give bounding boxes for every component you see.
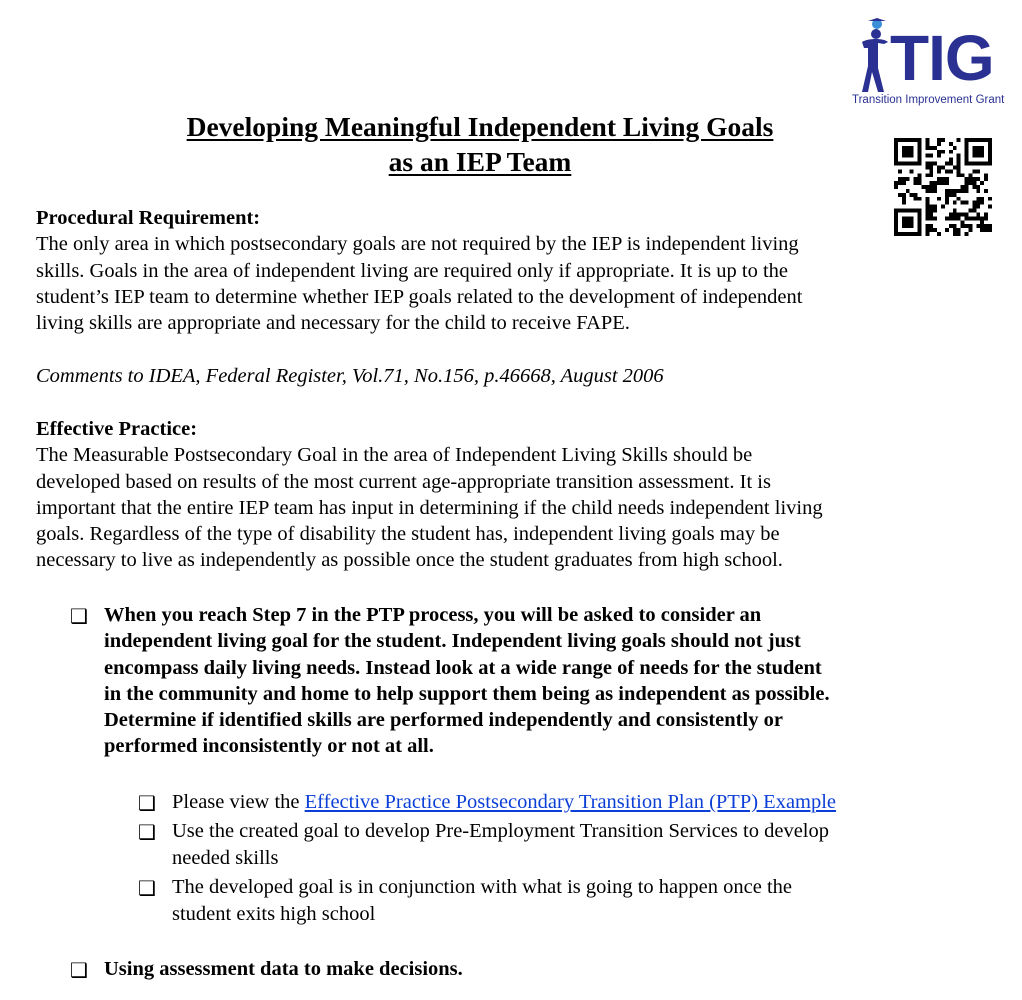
qr-module bbox=[961, 201, 965, 205]
qr-module bbox=[925, 201, 929, 205]
qr-module bbox=[972, 169, 976, 173]
qr-module bbox=[953, 216, 957, 220]
qr-module bbox=[921, 185, 925, 189]
qr-module bbox=[914, 193, 918, 197]
qr-module bbox=[980, 197, 984, 201]
qr-module bbox=[965, 232, 969, 236]
qr-module bbox=[961, 224, 965, 228]
qr-module bbox=[984, 216, 988, 220]
qr-module bbox=[957, 197, 961, 201]
page-title-line-1: Developing Meaningful Independent Living Goals bbox=[186, 111, 774, 142]
qr-module bbox=[953, 228, 957, 232]
qr-module bbox=[945, 201, 949, 205]
qr-module bbox=[968, 177, 972, 181]
qr-module bbox=[976, 169, 980, 173]
qr-module bbox=[988, 224, 992, 228]
qr-module bbox=[933, 205, 937, 209]
qr-module bbox=[925, 197, 929, 201]
qr-module bbox=[988, 146, 992, 150]
checklist-item-assessment: Using assessment data to make decisions. bbox=[104, 958, 463, 980]
qr-module bbox=[949, 212, 953, 216]
qr-module bbox=[976, 212, 980, 216]
qr-module bbox=[984, 189, 988, 193]
qr-module bbox=[918, 224, 922, 228]
qr-module bbox=[988, 138, 992, 142]
tig-logo bbox=[850, 18, 1022, 110]
qr-module bbox=[953, 212, 957, 216]
qr-module bbox=[980, 146, 984, 150]
qr-module bbox=[933, 228, 937, 232]
qr-module bbox=[953, 189, 957, 193]
qr-module bbox=[918, 216, 922, 220]
qr-module bbox=[961, 220, 965, 224]
qr-module bbox=[925, 189, 929, 193]
qr-module bbox=[972, 150, 976, 154]
qr-module bbox=[957, 232, 961, 236]
qr-module bbox=[933, 185, 937, 189]
qr-module bbox=[961, 173, 965, 177]
qr-module bbox=[929, 228, 933, 232]
qr-module bbox=[988, 205, 992, 209]
qr-module bbox=[961, 212, 965, 216]
qr-module bbox=[933, 209, 937, 213]
qr-module bbox=[965, 201, 969, 205]
qr-module bbox=[988, 158, 992, 162]
qr-module bbox=[968, 224, 972, 228]
qr-module bbox=[945, 181, 949, 185]
checklist-line: Determine if identified skills are performed independently and consistently or bbox=[104, 709, 783, 732]
qr-module bbox=[965, 158, 969, 162]
qr-module bbox=[957, 216, 961, 220]
qr-module bbox=[980, 154, 984, 158]
qr-module bbox=[918, 181, 922, 185]
effective-line: important that the entire IEP team has input in determining if the child needs independent living bbox=[36, 496, 823, 519]
qr-module bbox=[965, 181, 969, 185]
qr-module bbox=[972, 181, 976, 185]
qr-module bbox=[957, 228, 961, 232]
qr-module bbox=[949, 193, 953, 197]
qr-module bbox=[976, 189, 980, 193]
qr-module bbox=[925, 205, 929, 209]
qr-module bbox=[968, 162, 972, 166]
qr-module bbox=[929, 209, 933, 213]
qr-module bbox=[965, 162, 969, 166]
qr-module bbox=[925, 212, 929, 216]
qr-module bbox=[945, 228, 949, 232]
qr-module bbox=[976, 216, 980, 220]
qr-module bbox=[925, 228, 929, 232]
qr-module bbox=[941, 181, 945, 185]
qr-module bbox=[988, 162, 992, 166]
sub-item-conjunction bbox=[172, 874, 792, 927]
qr-module bbox=[925, 209, 929, 213]
qr-module bbox=[968, 181, 972, 185]
idea-citation: Comments to IDEA, Federal Register, Vol.71, No.156, p.46668, August 2006 bbox=[36, 365, 664, 387]
qr-module bbox=[965, 216, 969, 220]
qr-module bbox=[945, 189, 949, 193]
qr-module bbox=[957, 189, 961, 193]
qr-module bbox=[972, 154, 976, 158]
effective-line: developed based on results of the most current age-appropriate transition assessment. It is bbox=[36, 470, 771, 493]
qr-module bbox=[929, 189, 933, 193]
qr-module bbox=[976, 201, 980, 205]
qr-module bbox=[933, 216, 937, 220]
qr-module bbox=[965, 177, 969, 181]
qr-module bbox=[976, 224, 980, 228]
qr-module bbox=[972, 138, 976, 142]
qr-module bbox=[984, 173, 988, 177]
ptp-example-link[interactable]: Effective Practice Postsecondary Transition Plan (PTP) Example bbox=[304, 791, 837, 813]
qr-module bbox=[953, 209, 957, 213]
qr-module bbox=[949, 224, 953, 228]
qr-module bbox=[968, 173, 972, 177]
sub-item-view-example bbox=[172, 789, 836, 816]
qr-module bbox=[894, 185, 898, 189]
qr-module bbox=[976, 197, 980, 201]
qr-module bbox=[988, 142, 992, 146]
qr-module bbox=[961, 185, 965, 189]
qr-module bbox=[918, 209, 922, 213]
qr-module bbox=[965, 150, 969, 154]
qr-module bbox=[929, 224, 933, 228]
qr-module bbox=[925, 216, 929, 220]
qr-module bbox=[976, 205, 980, 209]
qr-module bbox=[984, 177, 988, 181]
qr-module bbox=[972, 216, 976, 220]
qr-module bbox=[937, 181, 941, 185]
qr-module bbox=[965, 185, 969, 189]
qr-module bbox=[980, 224, 984, 228]
qr-module bbox=[965, 142, 969, 146]
qr-module bbox=[968, 216, 972, 220]
qr-module bbox=[976, 138, 980, 142]
qr-module bbox=[902, 197, 906, 201]
qr-module bbox=[945, 197, 949, 201]
qr-module bbox=[914, 181, 918, 185]
qr-module bbox=[980, 201, 984, 205]
qr-module bbox=[945, 193, 949, 197]
qr-module bbox=[945, 216, 949, 220]
qr-module bbox=[976, 177, 980, 181]
qr-module bbox=[980, 220, 984, 224]
qr-module bbox=[929, 205, 933, 209]
qr-module bbox=[937, 232, 941, 236]
qr-module bbox=[984, 138, 988, 142]
effective-heading: Effective Practice: bbox=[36, 418, 198, 440]
procedural-line: student’s IEP team to determine whether IEP goals related to the development of independent bbox=[36, 285, 803, 308]
qr-module bbox=[918, 228, 922, 232]
logo-tagline: Transition Improvement Grant bbox=[852, 94, 1005, 106]
qr-module bbox=[925, 185, 929, 189]
qr-module bbox=[972, 185, 976, 189]
qr-module bbox=[976, 162, 980, 166]
qr-module bbox=[980, 228, 984, 232]
qr-module bbox=[968, 138, 972, 142]
sub-item-line: needed skills bbox=[172, 846, 279, 869]
person-icon bbox=[856, 18, 892, 94]
qr-module bbox=[980, 216, 984, 220]
checklist-line: When you reach Step 7 in the PTP process, you will be asked to consider an bbox=[104, 604, 762, 626]
checkbox-icon[interactable]: ❑ bbox=[138, 820, 156, 844]
qr-module bbox=[965, 138, 969, 142]
qr-module bbox=[941, 205, 945, 209]
qr-module bbox=[925, 224, 929, 228]
checkbox-icon[interactable]: ❑ bbox=[138, 876, 156, 900]
qr-module bbox=[976, 185, 980, 189]
sub-item-line: student exits high school bbox=[172, 902, 376, 925]
effective-line: necessary to live as independently as possible once the student graduates from high school. bbox=[36, 549, 783, 572]
qr-module bbox=[902, 181, 906, 185]
qr-module bbox=[984, 228, 988, 232]
qr-module bbox=[965, 146, 969, 150]
qr-module bbox=[898, 193, 902, 197]
checkbox-icon[interactable]: ❑ bbox=[70, 958, 88, 982]
qr-module bbox=[902, 193, 906, 197]
qr-module bbox=[961, 189, 965, 193]
qr-module bbox=[980, 150, 984, 154]
effective-line: The Measurable Postsecondary Goal in the area of Independent Living Skills should be bbox=[36, 444, 753, 467]
qr-module bbox=[953, 193, 957, 197]
qr-module bbox=[949, 216, 953, 220]
view-prefix: Please view the bbox=[172, 791, 305, 813]
qr-module bbox=[965, 212, 969, 216]
logo-text: TIG bbox=[890, 22, 994, 94]
procedural-heading: Procedural Requirement: bbox=[36, 207, 261, 229]
qr-module bbox=[984, 212, 988, 216]
qr-module bbox=[918, 197, 922, 201]
effective-practice-section bbox=[36, 416, 916, 574]
qr-module bbox=[898, 181, 902, 185]
procedural-line: living skills are appropriate and necessary for the child to receive FAPE. bbox=[36, 312, 630, 335]
qr-module bbox=[980, 162, 984, 166]
page-title-line-2: as an IEP Team bbox=[388, 146, 572, 177]
qr-module bbox=[988, 228, 992, 232]
qr-module bbox=[980, 138, 984, 142]
qr-module bbox=[933, 189, 937, 193]
effective-line: goals. Regardless of the type of disability the student has, independent living goals may be bbox=[36, 523, 780, 546]
checklist-line: encompass daily living needs. Instead look at a wide range of needs for the student bbox=[104, 656, 822, 679]
qr-module bbox=[988, 154, 992, 158]
qr-module bbox=[953, 232, 957, 236]
qr-module bbox=[968, 209, 972, 213]
qr-module bbox=[929, 185, 933, 189]
qr-module bbox=[949, 189, 953, 193]
qr-module bbox=[976, 154, 980, 158]
checklist-line: independent living goal for the student. Independent living goals should not just bbox=[104, 630, 801, 653]
qr-module bbox=[988, 197, 992, 201]
qr-module bbox=[988, 150, 992, 154]
qr-module bbox=[972, 205, 976, 209]
qr-module bbox=[965, 224, 969, 228]
qr-module bbox=[965, 189, 969, 193]
qr-module bbox=[910, 193, 914, 197]
procedural-requirement-section bbox=[36, 205, 916, 336]
qr-module bbox=[953, 201, 957, 205]
qr-module bbox=[906, 189, 910, 193]
qr-module bbox=[918, 212, 922, 216]
qr-module bbox=[972, 162, 976, 166]
qr-module bbox=[980, 181, 984, 185]
sub-item-use-goal bbox=[172, 818, 829, 871]
qr-module bbox=[929, 216, 933, 220]
qr-module bbox=[953, 224, 957, 228]
qr-module bbox=[918, 232, 922, 236]
qr-module bbox=[965, 154, 969, 158]
procedural-line: The only area in which postsecondary goals are not required by the IEP is independent living bbox=[36, 233, 799, 256]
qr-module bbox=[976, 146, 980, 150]
checklist-item-step7 bbox=[104, 602, 830, 760]
qr-module bbox=[925, 232, 929, 236]
qr-module bbox=[937, 197, 941, 201]
checkbox-icon[interactable]: ❑ bbox=[138, 791, 156, 815]
qr-module bbox=[929, 212, 933, 216]
checkbox-icon[interactable]: ❑ bbox=[70, 604, 88, 628]
checklist-line: in the community and home to help support them being as independent as possible. bbox=[104, 682, 830, 705]
qr-module bbox=[918, 220, 922, 224]
sub-item-line: The developed goal is in conjunction with what is going to happen once the bbox=[172, 876, 792, 898]
qr-module bbox=[957, 212, 961, 216]
qr-module bbox=[968, 228, 972, 232]
qr-module bbox=[984, 162, 988, 166]
qr-module bbox=[972, 201, 976, 205]
checklist-line: performed inconsistently or not at all. bbox=[104, 735, 434, 758]
qr-module bbox=[972, 146, 976, 150]
qr-module bbox=[984, 224, 988, 228]
qr-module bbox=[929, 181, 933, 185]
procedural-line: skills. Goals in the area of independent living are required only if appropriate. It is up to the bbox=[36, 259, 789, 282]
qr-module bbox=[972, 209, 976, 213]
qr-module bbox=[894, 181, 898, 185]
sub-item-line: Use the created goal to develop Pre-Employment Transition Services to develop bbox=[172, 820, 829, 842]
qr-module bbox=[976, 150, 980, 154]
qr-module bbox=[972, 177, 976, 181]
qr-module bbox=[914, 197, 918, 201]
qr-module bbox=[933, 181, 937, 185]
